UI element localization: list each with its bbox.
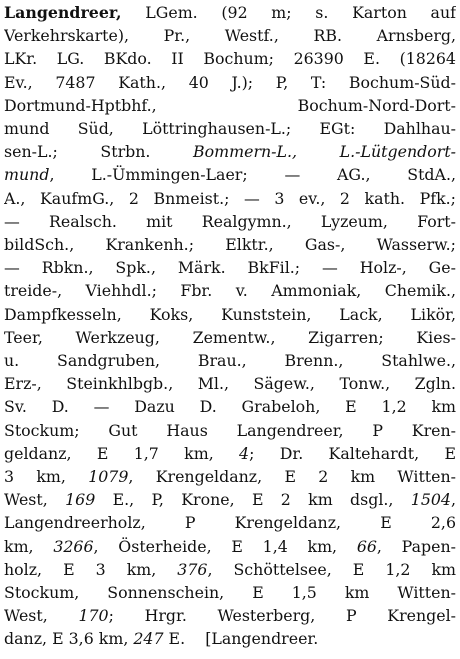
- italic-text: 3266: [53, 536, 94, 556]
- text-segment: , Krengeldanz, E 2 km Witten-: [128, 467, 456, 486]
- text-segment: A., KaufmG., 2 Bnmeist.; — 3 ev., 2 kath. Pfk.;: [4, 188, 456, 208]
- text-line: [4, 420, 456, 442]
- text-segment: mund Süd, Löttringhausen-L.; EGt: Dahlhau-: [4, 119, 456, 138]
- text-line: [4, 489, 456, 511]
- text-line: [4, 327, 456, 349]
- text-line: [4, 141, 456, 163]
- text-line: [4, 396, 456, 418]
- text-line: [4, 373, 456, 395]
- text-segment: danz, E 3,6 km,: [4, 629, 134, 649]
- text-line: [4, 280, 456, 302]
- italic-text: 376: [177, 559, 208, 579]
- italic-text: 1079: [88, 467, 129, 486]
- text-segment: LKr. LG. BKdo. II Bochum; 26390 E. (18264: [4, 49, 456, 69]
- text-segment: LGem. (92 m; s. Karton auf: [121, 3, 456, 22]
- text-segment: 3 km,: [4, 467, 89, 486]
- text-segment: Ev., 7487 Kath., 40 J.); P, T: Bochum-Süd-: [4, 72, 456, 92]
- text-line: [4, 350, 456, 372]
- text-segment: , Papen-: [376, 536, 456, 556]
- text-line: [4, 257, 456, 279]
- italic-text: 4: [239, 443, 250, 463]
- text-line: [4, 304, 456, 326]
- text-segment: ; Dr. Kaltehardt, E: [249, 443, 456, 463]
- text-segment: Dortmund-Hptbhf., Bochum-Nord-Dort-: [4, 95, 456, 115]
- text-line: [4, 466, 456, 488]
- text-segment: Langendreerholz, P Krengeldanz, E 2,6: [4, 513, 456, 533]
- text-segment: ; Hrgr. Westerberg, P Krengel-: [108, 606, 456, 626]
- italic-text: 247: [133, 629, 164, 649]
- italic-text: 169: [65, 490, 96, 510]
- text-segment: Dampfkesseln, Koks, Kunststein, Lack, Likör,: [4, 304, 456, 324]
- text-segment: Stockum; Gut Haus Langendreer, P Kren-: [4, 420, 456, 440]
- text-line: [4, 48, 456, 70]
- text-line: [4, 118, 456, 140]
- text-segment: West,: [4, 490, 66, 510]
- text-segment: Teer, Werkzeug, Zementw., Zigarren; Kies-: [4, 327, 456, 347]
- text-line: [4, 536, 456, 558]
- text-line: [4, 443, 456, 465]
- entry-headword: Langendreer,: [4, 3, 122, 22]
- text-segment: geldanz, E 1,7 km,: [4, 443, 240, 463]
- text-segment: E. [Langendreer.: [163, 629, 319, 649]
- text-segment: bildSch., Krankenh.; Elktr., Gas-, Wasserw.;: [4, 235, 456, 254]
- text-segment: sen-L.; Strbn.: [4, 142, 194, 162]
- text-segment: , Schöttelsee, E 1,2 km: [207, 559, 456, 579]
- text-line: [4, 188, 456, 210]
- text-line: [4, 25, 456, 47]
- text-line: [4, 234, 456, 256]
- text-line: [4, 559, 456, 581]
- text-line: [4, 164, 456, 186]
- text-segment: km,: [4, 536, 54, 556]
- text-line: [4, 95, 456, 117]
- text-segment: Verkehrskarte), Pr., Westf., RB. Arnsberg,: [4, 26, 456, 46]
- italic-text: 170: [78, 606, 109, 626]
- italic-text: mund: [4, 165, 50, 185]
- text-segment: Sv. D. — Dazu D. Grabeloh, E 1,2 km: [4, 397, 456, 417]
- text-segment: — Realsch. mit Realgymn., Lyzeum, Fort-: [4, 211, 456, 231]
- text-segment: holz, E 3 km,: [4, 559, 178, 579]
- text-segment: , L.-Ümmingen-Laer; — AG., StdA.,: [49, 165, 456, 185]
- text-segment: — Rbkn., Spk., Märk. BkFil.; — Holz-, Ge-: [4, 258, 456, 278]
- text-segment: West,: [4, 606, 79, 626]
- text-line: [4, 605, 456, 627]
- italic-text: 1504: [410, 490, 451, 510]
- text-segment: E., P, Krone, E 2 km dsgl.,: [95, 490, 411, 510]
- text-line: [4, 211, 456, 233]
- italic-text: Bommern-L., L.-Lütgendort-: [193, 142, 456, 162]
- italic-text: 66: [356, 536, 377, 556]
- text-segment: ,: [450, 490, 456, 510]
- text-line: [4, 72, 456, 94]
- text-segment: Stockum, Sonnenschein, E 1,5 km Witten-: [4, 583, 456, 602]
- text-segment: Erz-, Steinkhlbgb., Ml., Sägew., Tonw., Zgln.: [4, 374, 456, 394]
- text-segment: treide-, Viehhdl.; Fbr. v. Ammoniak, Chemik.,: [4, 281, 456, 301]
- text-line: [4, 582, 456, 604]
- text-segment: , Österheide, E 1,4 km,: [93, 536, 357, 556]
- text-line: [4, 628, 456, 650]
- text-line: [4, 512, 456, 534]
- text-segment: u. Sandgruben, Brau., Brenn., Stahlwe.,: [4, 351, 456, 370]
- text-line: [4, 2, 456, 24]
